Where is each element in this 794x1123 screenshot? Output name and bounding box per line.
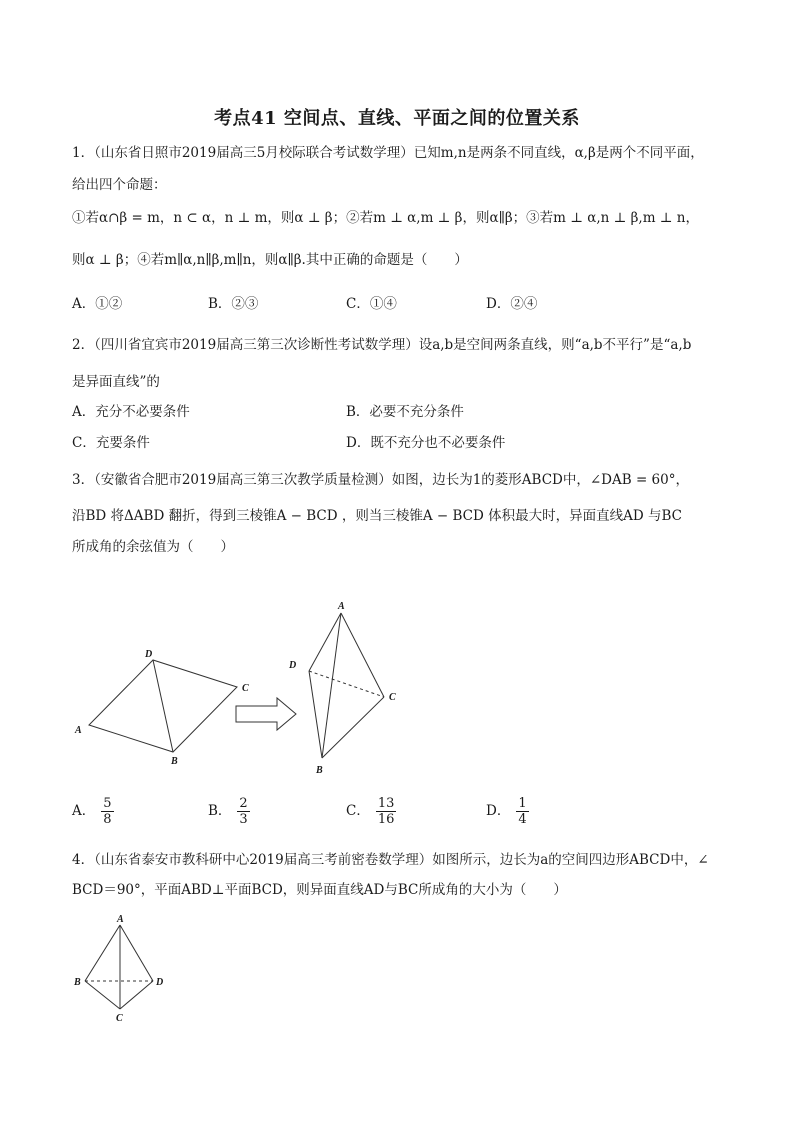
rhombus-label-c: C xyxy=(242,683,249,694)
rhombus-label-a: A xyxy=(75,725,82,736)
q3-option-b-label: B． xyxy=(208,803,232,819)
rhombus-label-d: D xyxy=(145,649,153,660)
q3-option-c-denominator: 16 xyxy=(377,812,395,827)
q3-option-d[interactable] xyxy=(486,796,529,827)
q2-option-a[interactable]: A．充分不必要条件 xyxy=(72,404,190,420)
q3-figure xyxy=(60,590,420,780)
q4-stem-line-1: 4．（山东省泰安市教科研中心2019届高三考前密卷数学理）如图所示，边长为a的空间四边形ABCD中，∠ xyxy=(72,852,709,868)
q1-option-b[interactable]: B．②③ xyxy=(208,296,259,312)
q3-option-a-fraction xyxy=(101,796,113,827)
q2-option-c[interactable]: C．充要条件 xyxy=(72,435,150,451)
q3-option-b-fraction xyxy=(237,796,249,827)
q1-stem-line-2: 给出四个命题： xyxy=(72,177,167,193)
q3-option-a-denominator: 8 xyxy=(103,812,112,827)
q3-option-c-fraction xyxy=(376,796,397,827)
rhombus-diagonal-bd xyxy=(153,660,173,752)
q1-option-a[interactable]: A．①② xyxy=(72,296,123,312)
page-title: 考点41 空间点、直线、平面之间的位置关系 xyxy=(214,108,580,129)
q2-stem-line-2: 是异面直线”的 xyxy=(72,374,160,390)
tetra-label-d: D xyxy=(289,660,297,671)
tetra-label-b: B xyxy=(316,765,323,776)
q4-label-d: D xyxy=(156,977,164,988)
q3-option-a-numerator: 5 xyxy=(103,796,112,811)
q3-option-b-denominator: 3 xyxy=(239,812,248,827)
q2-option-d[interactable]: D．既不充分也不必要条件 xyxy=(346,435,506,451)
q4-label-a: A xyxy=(117,914,124,925)
rhombus-label-b: B xyxy=(171,756,178,767)
q3-stem-line-1: 3．（安徽省合肥市2019届高三第三次教学质量检测）如图，边长为1的菱形ABCD中，∠DAB = 60°， xyxy=(72,472,689,488)
q1-stem-line-3: ①若α∩β = m，n ⊂ α，n ⊥ m，则α ⊥ β；②若m ⊥ α,m ⊥ β，则α∥β；③若m ⊥ α,n ⊥ β,m ⊥ n， xyxy=(72,210,699,226)
tetra-label-c: C xyxy=(389,692,396,703)
q3-option-d-numerator: 1 xyxy=(518,796,527,811)
q4-figure xyxy=(68,912,178,1024)
q3-option-d-fraction xyxy=(516,796,528,827)
q3-option-b-numerator: 2 xyxy=(239,796,248,811)
q3-option-d-label: D． xyxy=(486,803,511,819)
q3-stem-line-3: 所成角的余弦值为（ ） xyxy=(72,539,234,555)
q3-option-c[interactable] xyxy=(346,796,396,827)
q3-option-b[interactable] xyxy=(208,796,250,827)
q4-label-c: C xyxy=(116,1013,123,1024)
q1-option-d[interactable]: D．②④ xyxy=(486,296,538,312)
q1-option-c[interactable]: C．①④ xyxy=(346,296,397,312)
q3-option-a-label: A． xyxy=(72,803,96,819)
q3-stem-line-2: 沿BD 将ΔABD 翻折，得到三棱锥A − BCD ，则当三棱锥A − BCD 体积最大时，异面直线AD 与BC xyxy=(72,508,682,524)
tetra-label-a: A xyxy=(338,601,345,612)
q3-option-a[interactable] xyxy=(72,796,114,827)
q3-option-c-label: C． xyxy=(346,803,370,819)
q1-stem-line-4: 则α ⊥ β；④若m∥α,n∥β,m∥n，则α∥β.其中正确的命题是（ ） xyxy=(72,252,468,268)
q1-stem-line-1: 1．（山东省日照市2019届高三5月校际联合考试数学理）已知m,n是两条不同直线，α,β是两个不同平面， xyxy=(72,145,704,161)
q2-stem-line-1: 2．（四川省宜宾市2019届高三第三次诊断性考试数学理）设a,b是空间两条直线，则“a,b不平行”是“a,b xyxy=(72,337,692,353)
q3-option-c-numerator: 13 xyxy=(377,796,395,811)
q3-option-d-denominator: 4 xyxy=(518,812,527,827)
q4-stem-line-2: BCD＝90°，平面ABD⊥平面BCD，则异面直线AD与BC所成角的大小为（ ） xyxy=(72,882,567,898)
q2-option-b[interactable]: B．必要不充分条件 xyxy=(346,404,464,420)
fold-arrow-icon xyxy=(236,698,296,730)
q4-label-b: B xyxy=(74,977,81,988)
